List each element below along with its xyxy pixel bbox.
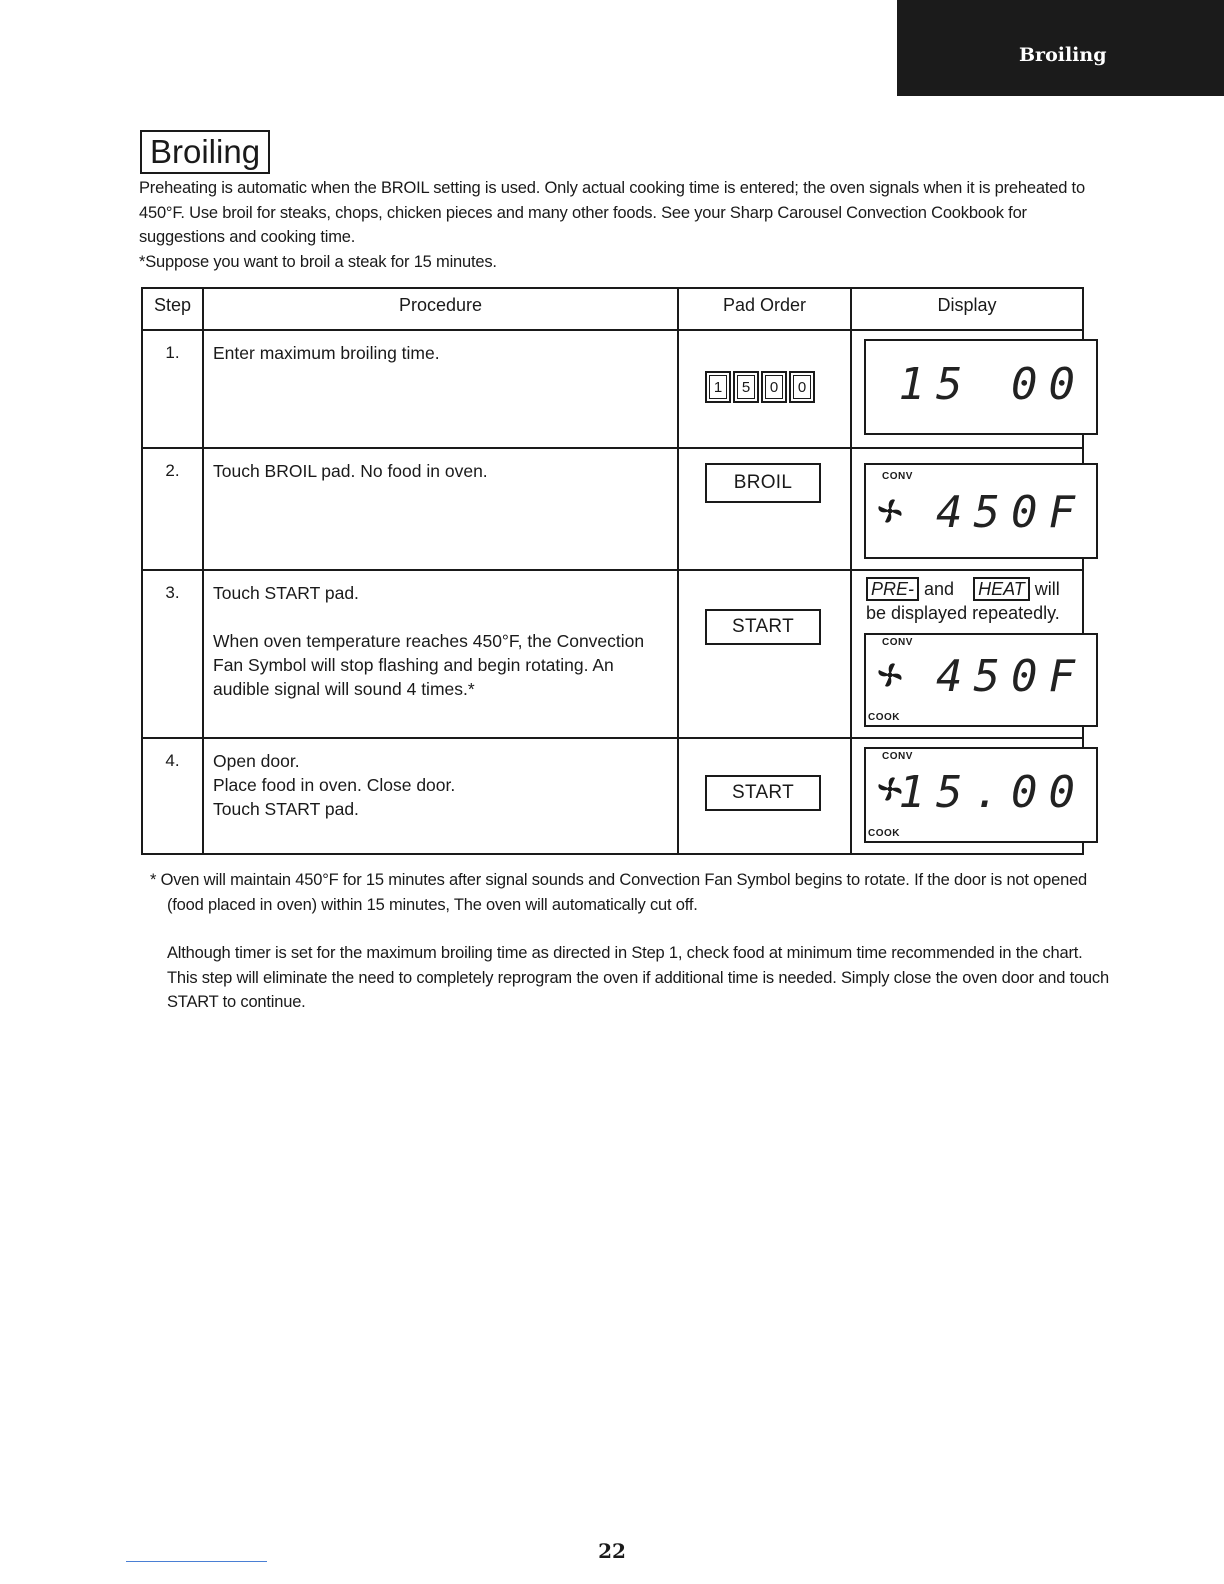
header-step: Step xyxy=(142,288,203,330)
header-procedure: Procedure xyxy=(203,288,678,330)
message-line: be displayed repeatedly. xyxy=(866,603,1060,623)
procedure-cell xyxy=(203,570,678,738)
procedure-cell xyxy=(203,448,678,570)
intro-paragraph: Preheating is automatic when the BROIL setting is used. Only actual cooking time is entered; the oven signals when it is preheated to 450°F. Use broil for steaks, chops, chicken pieces and many other foods. See your Sharp Carousel Convection Cookbook for suggestions and cooking time. xyxy=(139,179,1085,246)
footnote: * Oven will maintain 450°F for 15 minutes after signal sounds and Convection Fan Symbol begins to rotate. If the door is not opened (food placed in oven) within 15 minutes, The oven will automatically cut off. xyxy=(150,871,1088,914)
broiling-steps-table xyxy=(141,287,1084,855)
advice-paragraph: Although timer is set for the maximum broiling time as directed in Step 1, check food at minimum time recommended in the chart. This step will eliminate the need to completely reprogram the oven if additional time is needed. Simply close the oven door and touch START to continue. xyxy=(167,944,1109,1011)
convection-fan-icon xyxy=(876,661,904,689)
pad-order-cell xyxy=(678,570,851,738)
footer-rule xyxy=(126,1561,267,1562)
conv-indicator: CONV xyxy=(882,471,913,482)
message-word: will xyxy=(1034,579,1060,599)
intro-text xyxy=(139,176,1109,274)
display-cell xyxy=(851,330,1086,448)
start-pad: START xyxy=(705,609,821,645)
notes xyxy=(150,868,1110,1015)
lcd-display xyxy=(864,463,1098,559)
table-row xyxy=(142,448,1083,570)
lcd-display xyxy=(864,339,1098,435)
procedure-text: Place food in oven. Close door. xyxy=(213,775,456,795)
step-number: 3. xyxy=(142,570,203,738)
procedure-text: Enter maximum broiling time. xyxy=(213,343,440,363)
number-key: 0 xyxy=(789,371,815,403)
table-row xyxy=(142,738,1083,854)
page-number: 22 xyxy=(598,1539,626,1563)
display-message xyxy=(866,577,1096,625)
start-pad: START xyxy=(705,775,821,811)
lcd-readout: 450F xyxy=(936,487,1086,538)
page-title: Broiling xyxy=(140,130,270,174)
number-key: 1 xyxy=(705,371,731,403)
table-header-row xyxy=(142,288,1083,330)
lcd-readout: 450F xyxy=(936,651,1086,702)
procedure-detail: When oven temperature reaches 450°F, the Convection Fan Symbol will stop flashing and begin rotating. An audible signal will sound 4 times.* xyxy=(213,631,645,699)
procedure-text: Open door. xyxy=(213,751,300,771)
conv-indicator: CONV xyxy=(882,751,913,762)
table-row xyxy=(142,330,1083,448)
procedure-cell xyxy=(203,738,678,854)
display-cell xyxy=(851,448,1086,570)
cook-indicator: COOK xyxy=(868,712,900,723)
pad-order-cell xyxy=(678,330,851,448)
header-pad-order: Pad Order xyxy=(678,288,851,330)
heat-indicator: HEAT xyxy=(973,577,1030,601)
number-key: 0 xyxy=(761,371,787,403)
step-number: 2. xyxy=(142,448,203,570)
number-pad-sequence xyxy=(705,371,815,403)
intro-example: *Suppose you want to broil a steak for 15 minutes. xyxy=(139,252,497,271)
table-row xyxy=(142,570,1083,738)
procedure-text: Touch BROIL pad. No food in oven. xyxy=(213,461,488,481)
display-cell xyxy=(851,738,1086,854)
number-key: 5 xyxy=(733,371,759,403)
convection-fan-icon xyxy=(876,497,904,525)
lcd-readout: 15.00 xyxy=(898,767,1086,818)
lcd-readout: 15 00 xyxy=(898,359,1086,410)
step-number: 4. xyxy=(142,738,203,854)
procedure-text: Touch START pad. xyxy=(213,583,359,603)
pad-order-cell xyxy=(678,738,851,854)
lcd-display xyxy=(864,747,1098,843)
message-word: and xyxy=(924,579,955,599)
display-cell xyxy=(851,570,1086,738)
pad-order-cell xyxy=(678,448,851,570)
section-tab: Broiling xyxy=(897,0,1224,96)
broil-pad: BROIL xyxy=(705,463,821,503)
lcd-display xyxy=(864,633,1098,727)
procedure-cell xyxy=(203,330,678,448)
cook-indicator: COOK xyxy=(868,828,900,839)
conv-indicator: CONV xyxy=(882,637,913,648)
pre-indicator: PRE- xyxy=(866,577,919,601)
procedure-text: Touch START pad. xyxy=(213,799,359,819)
step-number: 1. xyxy=(142,330,203,448)
header-display: Display xyxy=(851,288,1083,330)
